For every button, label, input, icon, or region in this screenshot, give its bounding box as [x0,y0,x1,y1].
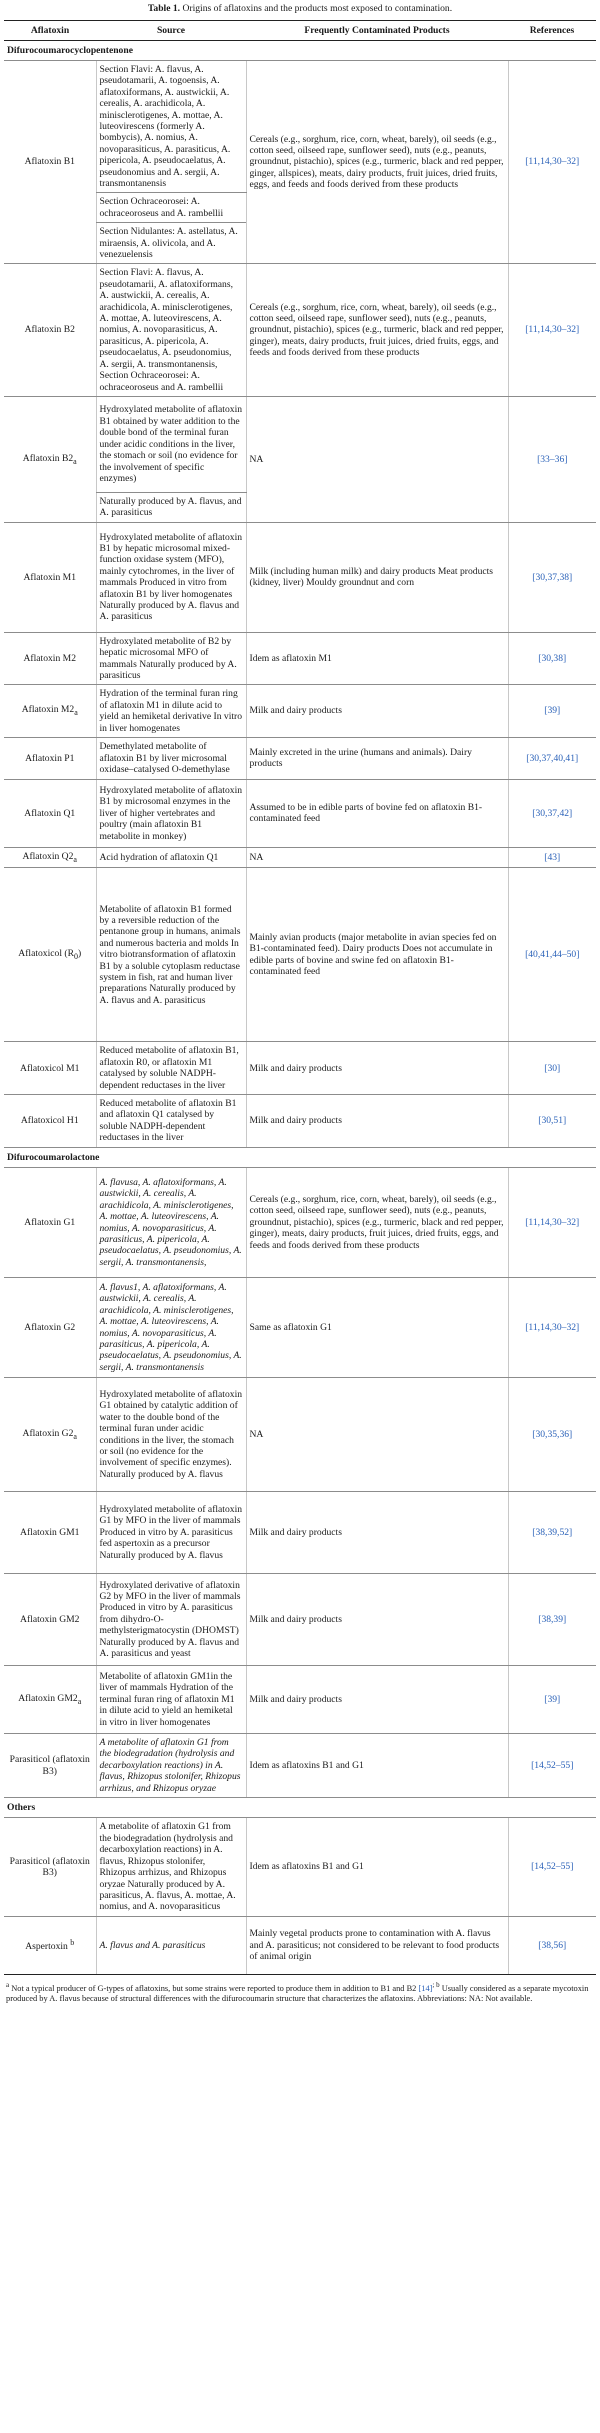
footnote-b-mark: ; b [432,1980,440,1989]
row-references[interactable] [508,1168,596,1278]
row-references[interactable] [508,1734,596,1798]
row-name: Parasiticol (aflatoxin B3) [4,1734,96,1798]
row-source: Hydroxylated metabolite of aflatoxin B1 obtained by water addition to the double bond of the terminal furan under acidic conditions in the liver, the stomach or soil (no evidence for the involvement of specific enzymes) [96,396,246,492]
section-row-cyclopentenone [4,40,596,60]
row-references[interactable] [508,1818,596,1916]
reference-link[interactable]: [38,56] [538,1939,567,1951]
footnote-a-reference[interactable]: [14] [418,1983,433,1993]
row-name: Aflatoxin Q1 [4,779,96,847]
table-row-m2a [4,685,596,738]
row-references[interactable] [508,1666,596,1734]
row-name: Aflatoxicol M1 [4,1042,96,1095]
row-references[interactable] [508,522,596,632]
reference-link[interactable]: [39] [544,705,561,717]
row-name-subscript: a [77,1696,82,1706]
row-name-subscript: a [73,854,77,864]
row-source: A. flavusa, A. aflatoxiformans, A. austwickii, A. cerealis, A. arachidicola, A. minisclerotigenes, A. mottae, A. luteovirescens, A. nomius, A. novoparasiticus, A. parasiticus, A. pipericola, A. pseudocaelatus, A. pseudonomius, A. sergii, A. transmontanensis, [96,1168,246,1278]
table-caption [4,3,596,15]
row-references[interactable] [508,1916,596,1974]
section-title: Difurocoumarolactone [4,1147,596,1167]
row-name-subscript: 0 [73,952,78,962]
row-source: Hydroxylated metabolite of aflatoxin G1 obtained by catalytic addition of water to the double bond of the terminal furan under acidic conditions in the liver, the stomach or soil (no evidence for the involvement of specific enzymes). Naturally produced by A. flavus [96,1378,246,1492]
row-source: Section Ochraceorosei: A. ochraceoroseus and A. rambellii [96,193,246,223]
row-name-text: Aflatoxin M2 [21,704,75,716]
reference-link[interactable]: [43] [544,851,561,863]
footnote-b-text: Usually considered as a separate mycotoxin produced by A. flavus because of structural differences with the difurocoumarin structure that characterizes the aflatoxins. Abbreviations: NA: Not available. [6,1983,589,2004]
row-name-text: Aspertoxin [25,1941,68,1953]
row-references[interactable] [508,396,596,522]
row-products: Mainly excreted in the urine (humans and animals). Dairy products [246,737,508,779]
reference-link[interactable]: [30,37,40,41] [526,752,579,764]
row-references[interactable] [508,847,596,867]
section-title: Others [4,1798,596,1818]
row-products: Milk and dairy products [246,1574,508,1666]
row-name: Aflatoxin B1 [4,60,96,264]
row-products: Milk and dairy products [246,1666,508,1734]
row-name: Aflatoxin B2 [4,264,96,396]
row-name-subscript: a [73,456,77,466]
row-source: Demethylated metabolite of aflatoxin B1 by liver microsomal oxidase–catalysed O-demethylase [96,737,246,779]
reference-link[interactable]: [14,52–55] [531,1759,574,1771]
section-row-lactone [4,1147,596,1167]
row-source: A metabolite of aflatoxin G1 from the biodegradation (hydrolysis and decarboxylation reactions) in A. flavus, Rhizopus stolonifer, Rhizopus arrhizus, and Rhizopus oryzae [96,1734,246,1798]
reference-link[interactable]: [30,37,38] [532,571,573,583]
table-row-gm2a [4,1666,596,1734]
row-source: Hydroxylated derivative of aflatoxin G2 by MFO in the liver of mammals Produced in vitro by A. parasiticus from dihydro-O-methylsterigmatocystin (DHOMST) Naturally produced by A. flavus and A. parasiticus and yeast [96,1574,246,1666]
reference-link[interactable]: [38,39,52] [532,1526,573,1538]
reference-link[interactable]: [30] [544,1062,561,1074]
row-name: Aflatoxin P1 [4,737,96,779]
table-row-p1 [4,737,596,779]
row-source: Hydroxylated metabolite of aflatoxin G1 by MFO in the liver of mammals Produced in vitro by A. parasiticus fed aspertoxin as a precursor Naturally produced by A. flavus [96,1492,246,1574]
row-source: Reduced metabolite of aflatoxin B1, aflatoxin R0, or aflatoxin M1 catalysed by soluble NADPH-dependent reductases in the liver [96,1042,246,1095]
reference-link[interactable]: [11,14,30–32] [525,1321,580,1333]
row-name [4,1378,96,1492]
row-source: Hydroxylated metabolite of B2 by hepatic microsomal MFO of mammals Naturally produced by A. parasiticus [96,632,246,685]
table-row-q1 [4,779,596,847]
row-name-subscript: a [74,708,78,718]
row-products: Milk (including human milk) and dairy products Meat products (kidney, liver) Mouldy groundnut and corn [246,522,508,632]
row-references[interactable] [508,737,596,779]
reference-link[interactable]: [30,37,42] [532,807,573,819]
row-products: Same as aflatoxin G1 [246,1278,508,1378]
row-products: Idem as aflatoxin M1 [246,632,508,685]
row-name: Aflatoxin M2 [4,632,96,685]
row-references[interactable] [508,1492,596,1574]
row-name: Parasiticol (aflatoxin B3) [4,1818,96,1916]
row-source: A. flavus1, A. aflatoxiformans, A. austwickii, A. cerealis, A. arachidicola, A. minisclerotigenes, A. mottae, A. luteovirescens, A. nomius, A. novoparasiticus, A. parasiticus, A. pipericola, A. pseudocaelatus, A. pseudonomius, A. sergii, A. transmontanensis [96,1278,246,1378]
row-references[interactable] [508,685,596,738]
row-source: Reduced metabolite of aflatoxin B1 and aflatoxin Q1 catalysed by soluble NADPH-dependent reductases in the liver [96,1095,246,1148]
row-name [4,1916,96,1974]
table-row-g2a [4,1378,596,1492]
row-references[interactable] [508,60,596,264]
header-source: Source [96,20,246,40]
row-references[interactable] [508,1574,596,1666]
header-aflatoxin: Aflatoxin [4,20,96,40]
row-products: NA [246,396,508,522]
header-row [4,20,596,40]
reference-link[interactable]: [38,39] [538,1613,567,1625]
row-name-text: Aflatoxin Q2 [22,850,74,862]
row-name: Aflatoxin M1 [4,522,96,632]
table-row-m2 [4,632,596,685]
row-name-text: Aflatoxicol (R [18,948,74,960]
reference-link[interactable]: [30,35,36] [532,1428,573,1440]
footnote-a-mark: a [6,1980,10,1989]
row-name [4,868,96,1042]
row-products: Milk and dairy products [246,1095,508,1148]
row-name: Aflatoxicol H1 [4,1095,96,1148]
row-source: Metabolite of aflatoxin B1 formed by a reversible reduction of the pentanone group in humans, animals and numerous bacteria and molds In vitro biotransformation of aflatoxin B1 by a soluble cytoplasm reductase system in fish, rat and human liver preparations Naturally produced by A. flavus and A. parasiticus [96,868,246,1042]
row-products: Milk and dairy products [246,685,508,738]
row-references[interactable] [508,779,596,847]
reference-link[interactable]: [30,51] [538,1115,567,1127]
row-products: Mainly vegetal products prone to contamination with A. flavus and A. parasiticus; not considered to be relevant to food products of animal origin [246,1916,508,1974]
row-references[interactable] [508,264,596,396]
table-row-aflatoxicol-m1 [4,1042,596,1095]
table-row-b2a [4,396,596,492]
table-row-m1 [4,522,596,632]
table-row-aflatoxicol [4,868,596,1042]
row-source: A. flavus and A. parasiticus [96,1916,246,1974]
reference-link[interactable]: [39] [544,1693,561,1705]
row-products: Mainly avian products (major metabolite in avian species fed on B1-contaminated feed). Dairy products Does not accumulate in edible parts of bovine and swine fed on aflatoxin B1-contaminated feed [246,868,508,1042]
header-references: References [508,20,596,40]
row-name-superscript: b [70,1937,75,1947]
row-source: Acid hydration of aflatoxin Q1 [96,847,246,867]
row-products: NA [246,1378,508,1492]
row-references[interactable] [508,632,596,685]
section-title: Difurocoumarocyclopentenone [4,40,596,60]
row-name: Aflatoxin G2 [4,1278,96,1378]
reference-link[interactable]: [33–36] [537,453,568,465]
row-source: Metabolite of aflatoxin GM1in the liver of mammals Hydration of the terminal furan ring of aflatoxin M1 in dilute acid to yield an hemiketal in vitro in liver homogenates [96,1666,246,1734]
row-name: Aflatoxin GM1 [4,1492,96,1574]
caption-text: Origins of aflatoxins and the products most exposed to contamination. [180,3,453,14]
table-row-gm2 [4,1574,596,1666]
row-products: Idem as aflatoxins B1 and G1 [246,1818,508,1916]
row-source: Hydration of the terminal furan ring of aflatoxin M1 in dilute acid to yield an hemiketal derivative In vitro in liver homogenates [96,685,246,738]
row-name-text: Aflatoxin G2 [22,1427,74,1439]
table-row-b1 [4,60,596,192]
row-source: A metabolite of aflatoxin G1 from the biodegradation (hydrolysis and decarboxylation reactions) in A. flavus, Rhizopus stolonifer, Rhizopus arrhizus, and Rhizopus oryzae Naturally produced by A. parasiticus, A. flavus, A. mottae, A. nomius, and A. novoparasiticus [96,1818,246,1916]
table-row-g1 [4,1168,596,1278]
row-source: Section Flavi: A. flavus, A. pseudotamarii, A. aflatoxiformans, A. austwickii, A. cerealis, A. arachidicola, A. minisclerotigenes, A. mottae, A. luteovirescens, A. nomius, A. novoparasiticus, A. parasiticus, A. pipericola, A. pseudocaelatus, A. pseudonomius, A. sergii, A. transmontanensis, Section Ochraceorosei: A. ochraceoroseus and A. rambellii [96,264,246,396]
row-name-text: Aflatoxin B2 [22,452,74,464]
row-name-end: ) [77,948,82,960]
row-source: Section Nidulantes: A. astellatus, A. miraensis, A. olivicola, and A. venezuelensis [96,223,246,264]
row-products: NA [246,847,508,867]
section-row-others [4,1798,596,1818]
caption-label: Table 1. [147,3,181,14]
reference-link[interactable]: [11,14,30–32] [525,1216,580,1228]
reference-link[interactable]: [30,38] [538,652,567,664]
row-products: Milk and dairy products [246,1492,508,1574]
row-source: Section Flavi: A. flavus, A. pseudotamarii, A. togoensis, A. aflatoxiformans, A. austwickii, A. cerealis, A. arachidicola, A. minisclerotigenes, A. mottae, A. luteovirescens (formerly A. bombycis), A. nomius, A. novoparasiticus, A. parasiticus, A. pipericola, A. pseudocaelatus, A. pseudonomius and A. sergii, A. transmontanensis [96,60,246,192]
row-name: Aflatoxin GM2 [4,1574,96,1666]
row-name-subscript: a [73,1431,77,1441]
table-row-q2a [4,847,596,867]
reference-link[interactable]: [40,41,44–50] [525,949,580,961]
table-row-gm1 [4,1492,596,1574]
row-products: Cereals (e.g., sorghum, rice, corn, wheat, barely), oil seeds (e.g., cotton seed, oilseed rape, sunflower seed), nuts (e.g., peanuts, groundnut, pistachio), spices (e.g., turmeric, black and red pepper, ginger, allspices), meats, dairy products, fruit juices, dried fruits, eggs, and feeds and foods derived from these products [246,60,508,264]
row-products: Milk and dairy products [246,1042,508,1095]
table-row-aspertoxin [4,1916,596,1974]
row-products: Idem as aflatoxins B1 and G1 [246,1734,508,1798]
table-row-parasiticol [4,1734,596,1798]
reference-link[interactable]: [11,14,30–32] [525,156,580,168]
row-source: Naturally produced by A. flavus, and A. parasiticus [96,492,246,522]
row-name [4,396,96,522]
header-products: Frequently Contaminated Products [246,20,508,40]
row-name [4,685,96,738]
row-references[interactable] [508,1278,596,1378]
reference-link[interactable]: [11,14,30–32] [525,324,580,336]
row-name: Aflatoxin G1 [4,1168,96,1278]
row-name-text: Aflatoxin GM2 [18,1692,78,1704]
row-products: Assumed to be in edible parts of bovine fed on aflatoxin B1-contaminated feed [246,779,508,847]
table-footnotes [4,1981,596,2005]
table-row-aflatoxicol-h1 [4,1095,596,1148]
reference-link[interactable]: [14,52–55] [531,1861,574,1873]
row-references[interactable] [508,1095,596,1148]
row-source: Hydroxylated metabolite of aflatoxin B1 by microsomal enzymes in the liver of higher vertebrates and poultry (main aflatoxin B1 metabolite in monkey) [96,779,246,847]
table-row-g2 [4,1278,596,1378]
row-products: Cereals (e.g., sorghum, rice, corn, wheat, barely), oil seeds (e.g., cotton seed, oilseed rape, sunflower seed), nuts (e.g., peanuts, groundnut, pistachio), spices (e.g., turmeric, black and red pepper, ginger), meats, dairy products, fruit juices, dried fruits, eggs, and feeds and foods derived from these products [246,264,508,396]
row-references[interactable] [508,1378,596,1492]
row-products: Cereals (e.g., sorghum, rice, corn, wheat, barely), oil seeds (e.g., cotton seed, oilseed rape, sunflower seed), nuts (e.g., peanuts, groundnut, pistachio), spices (e.g., turmeric, black and red pepper, ginger), meats, dairy products, fruit juices, dried fruits, eggs, and feeds and foods derived from these products [246,1168,508,1278]
table-row-b2 [4,264,596,396]
row-name [4,1666,96,1734]
row-name [4,847,96,867]
footnote-a-text: Not a typical producer of G-types of aflatoxins, but some strains were reported to produce them in addition to B1 and B2 [9,1983,419,1993]
table-row-parasiticol-other [4,1818,596,1916]
aflatoxin-table [4,20,596,1975]
row-references[interactable] [508,868,596,1042]
row-references[interactable] [508,1042,596,1095]
row-source: Hydroxylated metabolite of aflatoxin B1 by hepatic microsomal mixed-function oxidase system (MFO), mainly cytochromes, in the liver of mammals Produced in vitro from aflatoxin B1 by liver homogenates Naturally produced by A. flavus and A. parasiticus [96,522,246,632]
